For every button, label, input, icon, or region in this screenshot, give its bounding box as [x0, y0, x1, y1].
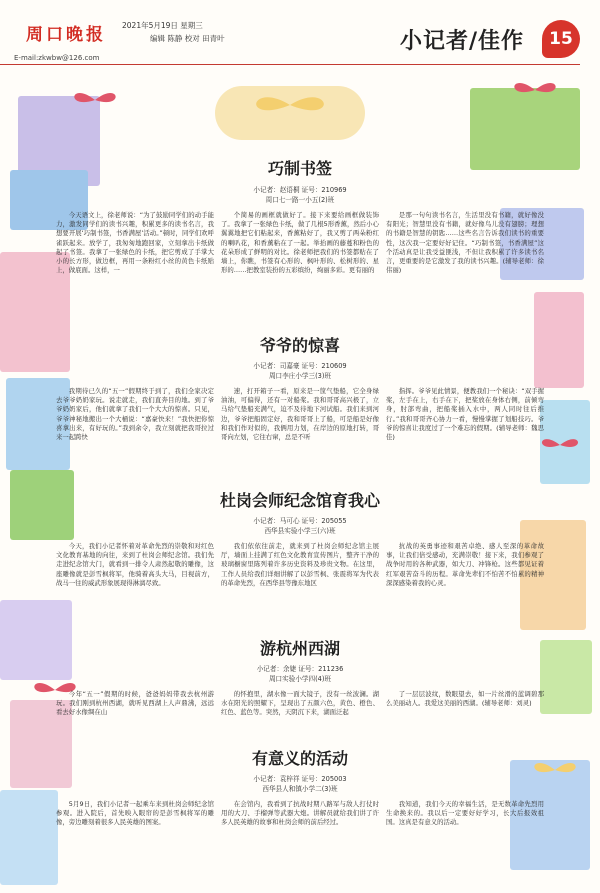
article-author: 小记者：袁梓祥 证号：205003	[253, 775, 347, 783]
article-column: 抗战的英勇事迹和艰苦卓绝、感人至深的革命故事，让我们倍受感动，充满崇敬！接下来，我们参观了战争时用的各种武器，如大刀、冲锋枪。这些都见证着红军艰苦奋斗的历程。革命先辈们不怕苦不怕累的精神深深感染着我的心灵。	[386, 542, 544, 587]
article-west-lake	[56, 636, 544, 718]
article-school: 周口李庄小学三(3)班	[268, 372, 332, 380]
article-column: 个简易的画框就做好了。接下来要给画框做装饰了。我拿了一张绿色卡纸，做了几根5形香薰，然后小心翼翼地把它们粘起来，香薰粘好了，我又剪了两朵粉红的喇叭花，和香薰粘在了一起。举抬画的藤蔓和粉色的花朵形成了鲜明的对比。徐老师把我们的书签都贴在了墙上，你瞧，书签有心形的、枫叶形的、松树形的、星形的……把教室装扮的五彩缤纷，绚丽多彩。更有丽的	[221, 211, 379, 275]
article-column: 5月9日，我们小记者一起乘车来到杜岗会师纪念馆参观。进入院后，首先映入眼帘的是彭雪枫将军的雕像，旁边雕刻着很多人民英雄的图案。	[56, 800, 214, 827]
article-column: 我期待已久的“五一”假期终于到了，我们全家决定去爷爷奶奶家玩。说走就走，我们直奔目的地。到了爷爷奶奶家后，他们就拿了我们一个大大的惊喜。只见，爷爷神秘地搬出一个大桶说：“嘉豪快来！”我快把你惊喜拿出来，有好玩的。”我到余令，我立刻就把我哥拉过来一起跨快	[56, 387, 214, 442]
article-school: 西华县人和镇小学二(3)班	[262, 785, 338, 793]
newspaper-logo: 周口晚报	[26, 25, 106, 45]
article-author: 小记者：马可心 证号：205055	[253, 517, 347, 525]
article-column: 在会馆内，我看到了抗战时期八路军与敌人打仗时用的大刀、手榴弹等武器大炮。讲解员就给我们讲了许多人民英雄的故事和杜岗会师的前后经过。	[221, 800, 379, 827]
article-column: 我知道，我们今天的幸福生活，是无数革命先烈用生命换来的。我以后一定要好好学习，长大后报效祖国。这真是有意义的活动。	[386, 800, 544, 827]
email-line: E-mail:zkwbw@126.com	[14, 54, 100, 62]
article-column: 了一层层波纹，数眼望去，如一片丝滑的蓝调碧那么美丽动人。我爱这美丽的西湖。(辅导老师：刘灵)	[386, 690, 544, 708]
editor-line: 编辑 陈静 校对 田青叶	[150, 34, 225, 43]
article-title: 有意义的活动	[251, 749, 348, 768]
article-column: 是那一句句读书名言，生活里没有书籍，就好像没有阳光；智慧里没有书籍，就好像鸟儿没有翅膀；理想的书籍是智慧的钥匙……这些名言告诉我们读书的重要性，这次我一定要好好记住。“巧制书签，书香满屋”这个活动真是让我受益匪浅，不但让我积累了许多读书名言，更重要的是它激发了我的读书兴趣。(辅导老师：徐伟丽)	[386, 211, 544, 275]
issue-date: 2021年5月19日 星期三	[122, 21, 203, 30]
article-column: 速，打开箱子一看，原来是一筐气垫船，它全身绿油油，可偏得，还有一对船桨。我和哥哥高兴极了，立马给气垫船充满气，迫不及待地下河试船。我们来到河边，爷爷把船固定好，我和哥哥上了船，可是船是好像和我们作对似的，我俩用力划，在岸边的原地打转，哥哥向左划，它往右窜，总是不听	[221, 387, 379, 442]
article-author: 小记者：余婕 证号：211236	[256, 665, 344, 673]
article-column: 指挥。爷爷见此情景，便教我们一个秘诀：“双手握桨，左手在上，右手在下，把桨放在身体右侧，前倾弯身，肘部弯曲，把船桨插入水中，两人同时往后推行。”我和哥哥齐心协力一看，慢慢掌握了划船技巧。爷爷的惊喜让我度过了一个难忘的假期。(辅导老师：魏思佳)	[386, 387, 544, 442]
article-memorial-hall	[56, 488, 544, 588]
article-bookmark	[56, 156, 544, 275]
article-title: 杜岗会师纪念馆育我心	[219, 491, 380, 510]
article-school: 周口实验小学四(4)班	[268, 675, 332, 683]
article-title: 游杭州西湖	[259, 639, 340, 658]
article-column: 我们依依往前走，就来到了杜岗会师纪念馆主展厅，墙面上挂满了红色文化教育宣传图片，整齐干净的玻璃橱窗里陈列着许多历史资料及珍贵文物。在这里，工作人员给我们详细讲解了以彭雪枫、张震将军为代表的革命先烈，在西华县等豫东地区	[221, 542, 379, 587]
header-rule	[0, 64, 580, 65]
article-column: 今天语文上，徐老师说：“为了鼓励同学们的动手能力，激发同学们的读书兴趣，积累更多的读书名言，我想要开展‘巧制书签，书香满屋’活动。”顿时，同学们欢呼雀跃起来。放学了，我匆匆地跑回家，立刻拿出卡纸做起了书签。我拿了一张绿色的卡纸，把它剪成了手掌大小的长方形，做边框，再用一条粉红小丝的黄色卡纸贴上，做底面。这样，一	[56, 211, 214, 275]
section-title: 小记者/佳作	[400, 28, 525, 54]
article-author: 小记者：司嘉豪 证号：210609	[253, 362, 347, 370]
article-school: 周口七一路一小五(2)班	[265, 196, 335, 204]
article-grandpa-surprise	[56, 333, 544, 442]
article-author: 小记者：赵语桐 证号：210969	[253, 186, 347, 194]
article-title: 巧制书签	[267, 159, 332, 178]
article-school: 西华县实验小学三(六)班	[264, 527, 336, 535]
article-column: 今天，我们小记者怀着对革命先烈的崇敬和对红色文化教育基地的向往，来到了杜岗会师纪念馆。我们先走进纪念馆大门，就看到一排令人肃然起敬的雕像，这座雕像就是彭雪枫将军，他骑着高头大马，目视前方，战马一往的威武形象展现得淋漓尽致。	[56, 542, 214, 587]
article-meaningful-activity	[56, 746, 544, 828]
page-number-badge: 15	[542, 20, 580, 58]
page-header	[0, 0, 600, 64]
article-column: 今年“五一”假期的时候，爸爸妈妈带我去杭州游玩。我们刚到杭州西湖，就听见西湖上人声鼎沸，远远看去好水像绸在山	[56, 690, 214, 717]
article-title: 爷爷的惊喜	[259, 336, 340, 355]
article-column: 的怀抱里，湖水像一面大镜子，没有一丝波澜。湖水在阳光的照耀下，呈现出了五颜六色，黄色、橙色、红色、蓝色等。突然，天阴沉下来，湖面泛起	[221, 690, 379, 717]
